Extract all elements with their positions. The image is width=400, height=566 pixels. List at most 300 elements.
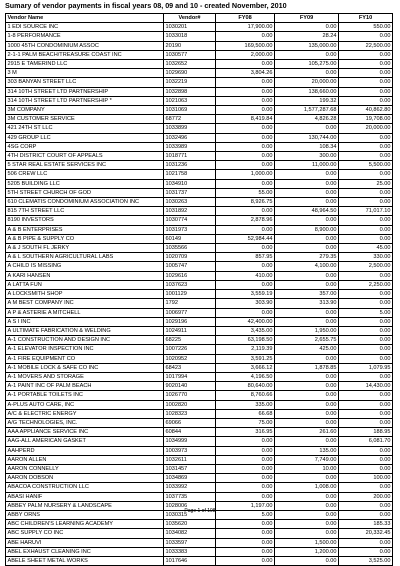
vendor-name-cell: 3 M [6,69,164,78]
fy10-cell: 100.00 [339,474,393,483]
column-header-fy09: FY09 [275,14,339,23]
fy08-cell: 2,878.96 [216,216,275,225]
fy08-cell: 0.00 [216,529,275,538]
fy09-cell: 0.00 [275,216,339,225]
fy08-cell: 17,900.00 [216,23,275,32]
fy08-cell: 0.00 [216,464,275,473]
vendor-name-cell: A S I INC [6,317,164,326]
fy10-cell: 0.00 [339,234,393,243]
fy09-cell: 7,749.00 [275,455,339,464]
table-row [6,253,393,262]
fy09-cell: 0.00 [275,50,339,59]
fy08-cell: 0.00 [216,106,275,115]
vendor-name-cell: ABASI HANIF [6,492,164,501]
vendor-name-cell: A P & ASTERIE A MITCHELL [6,308,164,317]
vendor-number-cell: 1037623 [164,280,216,289]
table-row [6,492,393,501]
vendor-name-cell: AAA APPLIANCE SERVICE INC [6,428,164,437]
table-row [6,170,393,179]
column-header-fy08: FY08 [216,14,275,23]
fy09-cell: 0.00 [275,529,339,538]
fy10-cell: 0.00 [339,409,393,418]
fy08-cell: 3,435.00 [216,326,275,335]
fy09-cell: 0.00 [275,124,339,133]
fy09-cell: 4,100.00 [275,262,339,271]
table-row [6,188,393,197]
fy08-cell: 3,591.25 [216,354,275,363]
vendor-number-cell: 1002820 [164,400,216,409]
table-body [6,23,393,566]
fy10-cell: 0.00 [339,418,393,427]
table-row [6,391,393,400]
table-row [6,244,393,253]
fy09-cell: 0.00 [275,244,339,253]
vendor-name-cell: A-1 MOBILE LOCK & SAFE CO INC [6,363,164,372]
fy08-cell: 1,197.00 [216,501,275,510]
table-row [6,78,393,87]
vendor-name-cell: 5 STAR REAL ESTATE SERVICES INC [6,161,164,170]
vendor-name-cell: A-PLUS AUTO CARE, INC [6,400,164,409]
table-row [6,326,393,335]
table-row [6,400,393,409]
vendor-name-cell: A/C & ELECTRIC ENERGY [6,409,164,418]
fy08-cell: 0.00 [216,244,275,253]
fy10-cell: 5,500.00 [339,161,393,170]
fy08-cell: 0.00 [216,280,275,289]
vendor-number-cell: 1033383 [164,547,216,556]
fy10-cell: 45.00 [339,244,393,253]
fy09-cell: 1,950.00 [275,326,339,335]
fy10-cell: 0.00 [339,345,393,354]
table-row [6,547,393,556]
vendor-number-cell: 1032219 [164,78,216,87]
vendor-number-cell: 1033018 [164,32,216,41]
fy10-cell: 2,250.00 [339,280,393,289]
fy10-cell: 0.00 [339,547,393,556]
vendor-name-cell: 1000 45TH CONDOMINIUM ASSOC [6,41,164,50]
fy10-cell: 550.00 [339,23,393,32]
fy08-cell: 4,196.50 [216,372,275,381]
vendor-number-cell: 60149 [164,234,216,243]
table-row [6,152,393,161]
fy10-cell: 0.00 [339,271,393,280]
fy09-cell: 0.00 [275,400,339,409]
vendor-name-cell: A-1 FIRE EQUIPMENT CO [6,354,164,363]
fy10-cell: 5.00 [339,308,393,317]
fy10-cell: 0.00 [339,50,393,59]
fy10-cell: 40,862.80 [339,106,393,115]
fy10-cell: 71,017.10 [339,207,393,216]
fy08-cell: 3,804.26 [216,69,275,78]
vendor-number-cell: 1033899 [164,124,216,133]
fy09-cell: 138,660.00 [275,87,339,96]
table-row [6,142,393,151]
fy09-cell: 0.00 [275,280,339,289]
table-row [6,446,393,455]
fy10-cell: 19,708.00 [339,115,393,124]
vendor-number-cell: 1029690 [164,69,216,78]
fy08-cell: 0.00 [216,455,275,464]
fy09-cell: 28.24 [275,32,339,41]
vendor-number-cell: 1032496 [164,133,216,142]
fy09-cell: 0.00 [275,492,339,501]
vendor-name-cell: A-1 PAINT INC OF PALM BEACH [6,382,164,391]
vendor-name-cell: A CHILD IS MISSING [6,262,164,271]
page-title: Sumary of vendor payments in fiscal years 08, 09 and 10 - created November, 2010 [5,1,287,10]
fy09-cell: 130,744.00 [275,133,339,142]
fy09-cell: 0.00 [275,372,339,381]
vendor-number-cell: 1031236 [164,161,216,170]
vendor-name-cell: ABC CHILDREN'S LEARNING ACADEMY [6,520,164,529]
table-row [6,336,393,345]
fy08-cell: 0.00 [216,124,275,133]
fy09-cell: 20,000.00 [275,78,339,87]
fy10-cell: 200.00 [339,492,393,501]
fy10-cell: 0.00 [339,372,393,381]
table-row [6,474,393,483]
fy09-cell: 261.60 [275,428,339,437]
vendor-name-cell: 303 BANYAN STREET LLC [6,78,164,87]
fy09-cell: 357.00 [275,290,339,299]
fy09-cell: 1,008.00 [275,483,339,492]
fy09-cell: 313.90 [275,299,339,308]
fy10-cell: 0.00 [339,446,393,455]
fy08-cell: 0.00 [216,262,275,271]
vendor-name-cell: A ULTIMATE FABRICATION & WELDING [6,326,164,335]
fy09-cell: 0.00 [275,317,339,326]
fy10-cell: 188.95 [339,428,393,437]
fy10-cell: 0.00 [339,336,393,345]
vendor-name-cell: A M BEST COMPANY INC [6,299,164,308]
table-row [6,372,393,381]
table-row [6,271,393,280]
fy10-cell: 185.33 [339,520,393,529]
table-row [6,428,393,437]
vendor-number-cell: 1017646 [164,556,216,565]
fy08-cell: 8,419.84 [216,115,275,124]
fy10-cell: 22,500.00 [339,41,393,50]
fy08-cell: 169,500.00 [216,41,275,50]
fy08-cell: 0.00 [216,556,275,565]
fy08-cell: 0.00 [216,179,275,188]
table-row [6,23,393,32]
vendor-name-cell: 5TH STREET CHURCH OF GOD [6,188,164,197]
vendor-name-cell: AARON CONNELLY [6,464,164,473]
fy10-cell: 1,079.95 [339,363,393,372]
fy10-cell: 0.00 [339,32,393,41]
fy10-cell: 3,525.00 [339,556,393,565]
fy09-cell: 48,964.50 [275,207,339,216]
fy09-cell: 0.00 [275,234,339,243]
vendor-name-cell: 314 10TH STREET LTD PARTNERSHIP [6,87,164,96]
vendor-number-cell: 1029196 [164,317,216,326]
vendor-number-cell: 1033597 [164,538,216,547]
table-row [6,538,393,547]
table-row [6,363,393,372]
vendor-number-cell: 1031069 [164,106,216,115]
fy08-cell: 42,400.00 [216,317,275,326]
vendor-number-cell: 1034999 [164,437,216,446]
table-row [6,106,393,115]
vendor-name-cell: A-1 CONSTRUCTION AND DESIGN INC [6,336,164,345]
fy08-cell: 0.00 [216,474,275,483]
fy08-cell: 0.00 [216,207,275,216]
fy09-cell: 11,000.00 [275,161,339,170]
table-row [6,207,393,216]
fy10-cell: 0.00 [339,510,393,519]
table-row [6,418,393,427]
vendor-number-cell: 1028323 [164,409,216,418]
vendor-number-cell: 1007226 [164,345,216,354]
table-row [6,262,393,271]
fy08-cell: 0.00 [216,142,275,151]
table-row [6,455,393,464]
table-row [6,317,393,326]
vendor-number-cell: 1031737 [164,188,216,197]
vendor-number-cell: 1006977 [164,308,216,317]
table-row [6,382,393,391]
vendor-name-cell: A-1 MOVERS AND STORAGE [6,372,164,381]
vendor-number-cell: 69066 [164,418,216,427]
vendor-name-cell: 3M COMPANY [6,106,164,115]
table-row [6,520,393,529]
vendor-number-cell: 20190 [164,41,216,50]
vendor-number-cell: 1001129 [164,290,216,299]
vendor-name-cell: 4TH DISTRICT COURT OF APPEALS [6,152,164,161]
fy09-cell: 0.00 [275,437,339,446]
column-header-vendor-number: Vendor# [164,14,216,23]
fy09-cell: 0.00 [275,198,339,207]
table-row [6,96,393,105]
vendor-number-cell: 1030263 [164,198,216,207]
fy10-cell: 330.00 [339,253,393,262]
fy10-cell: 0.00 [339,133,393,142]
table-row [6,124,393,133]
fy08-cell: 303.90 [216,299,275,308]
vendor-name-cell: AARON DOBSON [6,474,164,483]
vendor-name-cell: 8190 INVESTORS [6,216,164,225]
fy10-cell: 0.00 [339,455,393,464]
fy09-cell: 4,826.28 [275,115,339,124]
fy08-cell: 63,198.50 [216,336,275,345]
fy08-cell: 5.00 [216,510,275,519]
fy09-cell: 8,900.00 [275,225,339,234]
fy09-cell: 0.00 [275,556,339,565]
vendor-name-cell: 421 24TH ST LLC [6,124,164,133]
vendor-name-cell: A & L SOUTHERN AGRICULTURAL LABS [6,253,164,262]
table-header-row [6,14,393,23]
vendor-name-cell: 429 GROUP LLC [6,133,164,142]
page-number: Page 1 of 198 [184,508,216,514]
fy10-cell: 0.00 [339,96,393,105]
table-row [6,437,393,446]
vendor-number-cell: 1031973 [164,225,216,234]
vendor-number-cell: 1024911 [164,326,216,335]
fy10-cell: 6,081.70 [339,437,393,446]
table-row [6,290,393,299]
vendor-name-cell: 815 7TH STREET LLC [6,207,164,216]
vendor-name-cell: A & B ENTERPRISES [6,225,164,234]
fy08-cell: 0.00 [216,161,275,170]
vendor-number-cell: 1033992 [164,483,216,492]
vendor-name-cell: 610 CLEMATIS CONDOMINIUM ASSOCIATION INC [6,198,164,207]
vendor-number-cell: 1032652 [164,60,216,69]
fy08-cell: 0.00 [216,133,275,142]
vendor-name-cell: ABACOA CONSTRUCTION LLC [6,483,164,492]
vendor-number-cell: 1029616 [164,271,216,280]
vendor-name-cell: A & B PIPE & SUPPLY CO [6,234,164,243]
vendor-name-cell: ABBEY PALM NURSERY & LANDSCAPE [6,501,164,510]
vendor-number-cell: 1030577 [164,50,216,59]
fy08-cell: 0.00 [216,446,275,455]
fy10-cell: 0.00 [339,87,393,96]
vendor-number-cell: 1028006 [164,501,216,510]
fy08-cell: 0.00 [216,32,275,41]
fy08-cell: 0.00 [216,60,275,69]
table-row [6,234,393,243]
vendor-name-cell: 2915 E TAMERIND LLC [6,60,164,69]
table-row [6,32,393,41]
fy10-cell: 0.00 [339,317,393,326]
fy09-cell: 0.00 [275,271,339,280]
fy09-cell: 135.00 [275,446,339,455]
table-row [6,345,393,354]
fy10-cell: 0.00 [339,483,393,492]
vendor-name-cell: AAG-ALL AMERICAN GASKET [6,437,164,446]
vendor-number-cell: 1030201 [164,23,216,32]
fy09-cell: 1,500.00 [275,538,339,547]
vendor-number-cell: 68772 [164,115,216,124]
fy08-cell: 0.00 [216,437,275,446]
fy10-cell: 0.00 [339,60,393,69]
fy08-cell: 1,000.00 [216,170,275,179]
fy09-cell: 2,655.75 [275,336,339,345]
vendor-number-cell: 1035620 [164,520,216,529]
table-row [6,529,393,538]
table-row [6,133,393,142]
fy08-cell: 0.00 [216,538,275,547]
vendor-name-cell: 506 CREW LLC [6,170,164,179]
fy08-cell: 335.00 [216,400,275,409]
fy08-cell: 0.00 [216,87,275,96]
fy09-cell: 1,878.85 [275,363,339,372]
fy09-cell: 0.00 [275,23,339,32]
fy09-cell: 0.00 [275,382,339,391]
fy09-cell: 0.00 [275,188,339,197]
table-row [6,483,393,492]
table-row [6,115,393,124]
vendor-number-cell: 1031892 [164,207,216,216]
vendor-number-cell: 1026770 [164,391,216,400]
vendor-number-cell: 1021063 [164,96,216,105]
fy09-cell: 425.00 [275,345,339,354]
vendor-number-cell: 1017994 [164,372,216,381]
vendor-name-cell: ABELE SHEET METAL WORKS [6,556,164,565]
fy10-cell: 0.00 [339,216,393,225]
fy09-cell: 0.00 [275,409,339,418]
fy10-cell: 0.00 [339,326,393,335]
vendor-number-cell: 60844 [164,428,216,437]
fy08-cell: 0.00 [216,308,275,317]
vendor-number-cell: 1021758 [164,170,216,179]
fy09-cell: 1,200.00 [275,547,339,556]
vendor-number-cell: 1033989 [164,142,216,151]
vendor-name-cell: 2-1-1 PALM BEACH/TREASURE COAST INC [6,50,164,59]
fy09-cell: 0.00 [275,391,339,400]
fy08-cell: 66.68 [216,409,275,418]
fy08-cell: 316.95 [216,428,275,437]
fy10-cell: 0.00 [339,464,393,473]
table-row [6,225,393,234]
fy08-cell: 0.00 [216,483,275,492]
fy08-cell: 80,640.00 [216,382,275,391]
table-row [6,198,393,207]
table-row [6,280,393,289]
fy09-cell: 135,000.00 [275,41,339,50]
fy08-cell: 0.00 [216,547,275,556]
fy09-cell: 0.00 [275,520,339,529]
column-header-vendor-name: Vendor Name [6,14,164,23]
vendor-number-cell: 1034082 [164,529,216,538]
vendor-name-cell: A & J SOUTH FL JERKY [6,244,164,253]
fy08-cell: 8,926.75 [216,198,275,207]
fy10-cell: 0.00 [339,152,393,161]
fy10-cell: 0.00 [339,170,393,179]
fy10-cell: 14,430.00 [339,382,393,391]
table-row [6,87,393,96]
vendor-name-cell: 3M CUSTOMER SERVICE [6,115,164,124]
table-row [6,354,393,363]
table-row [6,60,393,69]
fy09-cell: 0.00 [275,69,339,78]
fy10-cell: 0.00 [339,78,393,87]
fy09-cell: 1,577,287.68 [275,106,339,115]
vendor-name-cell: 4SG CORP [6,142,164,151]
fy10-cell: 0.00 [339,290,393,299]
table-row [6,299,393,308]
vendor-name-cell: AARON ALLEN [6,455,164,464]
vendor-number-cell: 1034869 [164,474,216,483]
fy08-cell: 8,760.66 [216,391,275,400]
vendor-number-cell: 1034910 [164,179,216,188]
fy08-cell: 410.00 [216,271,275,280]
fy09-cell: 105,275.00 [275,60,339,69]
fy08-cell: 55.00 [216,188,275,197]
fy10-cell: 25.00 [339,179,393,188]
vendor-name-cell: AAHPERD [6,446,164,455]
fy10-cell: 20,000.00 [339,124,393,133]
fy08-cell: 0.00 [216,225,275,234]
vendor-number-cell: 68423 [164,363,216,372]
vendor-payments-table [5,13,393,566]
vendor-number-cell: 1020709 [164,253,216,262]
fy09-cell: 279.35 [275,253,339,262]
fy09-cell: 0.00 [275,501,339,510]
vendor-number-cell: 1037735 [164,492,216,501]
fy10-cell: 0.00 [339,69,393,78]
fy09-cell: 300.00 [275,152,339,161]
vendor-name-cell: 5205 BUILDING LLC [6,179,164,188]
table-row [6,41,393,50]
fy10-cell: 0.00 [339,501,393,510]
fy09-cell: 0.00 [275,179,339,188]
table-row [6,464,393,473]
vendor-number-cell: 1031457 [164,464,216,473]
fy08-cell: 2,119.39 [216,345,275,354]
vendor-name-cell: ABBY ORNS [6,510,164,519]
table-row [6,161,393,170]
vendor-number-cell: 1018771 [164,152,216,161]
